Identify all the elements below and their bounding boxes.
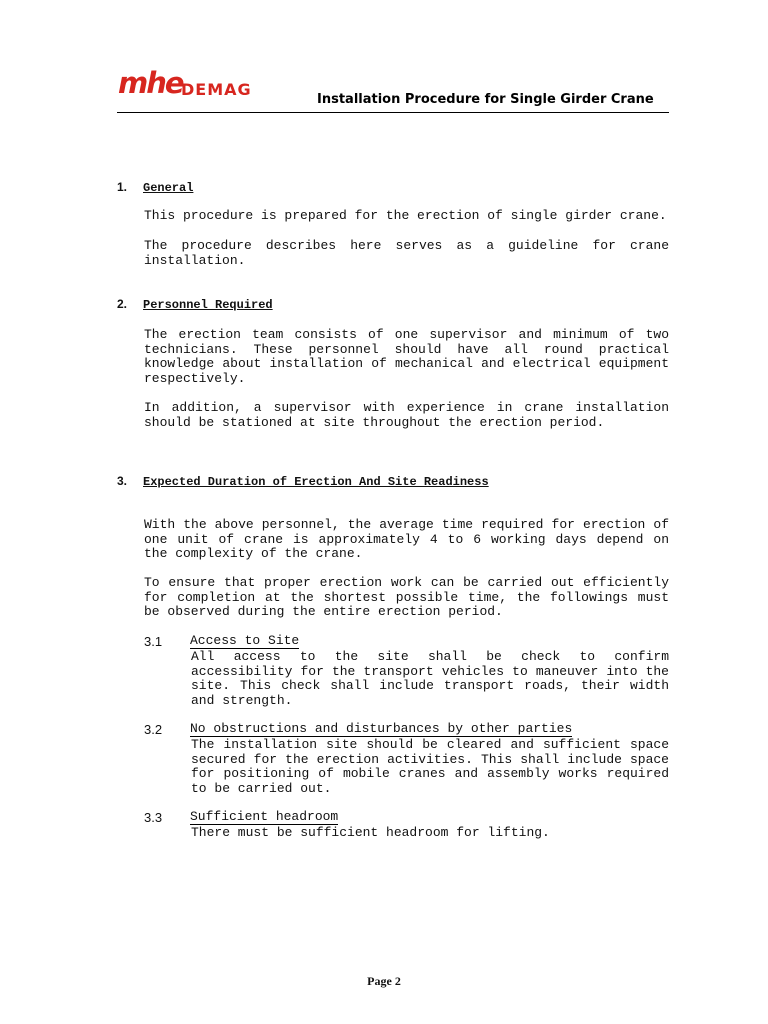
section-2-paragraph-1: The erection team consists of one supervisor and minimum of two technicians. These personnel should have all round practical knowledge about installation of mechanical and electrical equipment respectively. [144, 327, 669, 386]
logo-mhe-text: mhe [118, 66, 183, 100]
subsection-3-3-body: There must be sufficient headroom for lifting. [191, 825, 550, 840]
logo-demag-text: DEMAG [181, 80, 252, 99]
section-1-heading [117, 180, 193, 195]
section-2-paragraph-2: In addition, a supervisor with experience in crane installation should be stationed at site throughout the erection period. [144, 400, 669, 430]
subsection-3-2-number: 3.2 [144, 722, 163, 737]
section-3-heading [117, 474, 489, 489]
mhe-demag-logo [118, 66, 268, 104]
subsection-3-1-number: 3.1 [144, 634, 163, 649]
header-divider [117, 112, 669, 113]
page-number: Page 2 [367, 974, 401, 988]
section-1-paragraph-2: The procedure describes here serves as a guideline for crane installation. [144, 238, 669, 268]
section-title: General [143, 181, 194, 195]
section-title: Personnel Required [143, 298, 273, 312]
subsection-3-1-body: All access to the site shall be check to confirm accessibility for the transport vehicles to maneuver into the site. This check shall include transport roads, their width and strength. [191, 649, 669, 709]
document-title: Installation Procedure for Single Girder Crane [317, 92, 654, 107]
section-3-paragraph-1: With the above personnel, the average time required for erection of one unit of crane is approximately 4 to 6 working days depend on the complexity of the crane. [144, 517, 669, 561]
section-3-paragraph-2: To ensure that proper erection work can be carried out efficiently for completion at the shortest possible time, the followings must be observed during the entire erection period. [144, 575, 669, 619]
subsection-3-3-number: 3.3 [144, 810, 163, 825]
subsection-3-3-title: Sufficient headroom [190, 809, 339, 824]
section-number: 3. [117, 474, 128, 488]
subsection-3-2-title: No obstructions and disturbances by other parties [190, 721, 573, 736]
section-1-paragraph-1: This procedure is prepared for the erection of single girder crane. [144, 208, 667, 223]
section-2-heading [117, 297, 273, 312]
section-number: 2. [117, 297, 128, 311]
section-number: 1. [117, 180, 128, 194]
subsection-3-2-body: The installation site should be cleared and sufficient space secured for the erection activities. This shall include space for positioning of mobile cranes and assembly works required to be carried out. [191, 737, 669, 797]
section-title: Expected Duration of Erection And Site Readiness [143, 475, 489, 489]
subsection-3-1-title: Access to Site [190, 633, 300, 648]
